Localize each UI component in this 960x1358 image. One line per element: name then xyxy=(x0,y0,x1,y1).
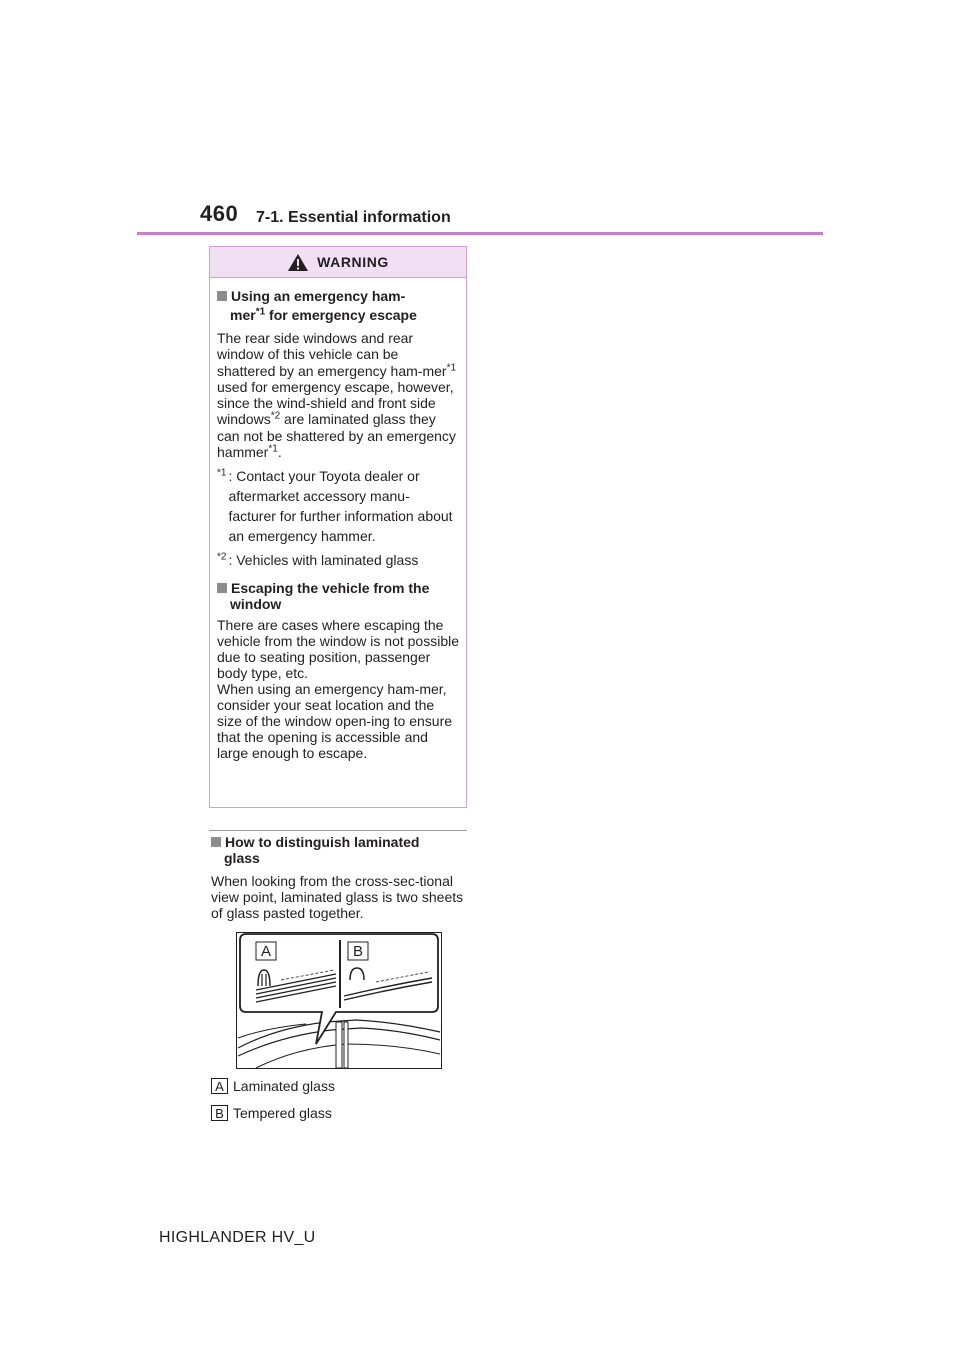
section-divider xyxy=(209,830,467,831)
legend-label-a: Laminated glass xyxy=(233,1078,335,1094)
warning-item-heading: Escaping the vehicle from the window xyxy=(217,580,460,611)
section-title: 7-1. Essential information xyxy=(256,209,451,226)
warning-item-heading: Using an emergency ham- mer$^{*1}$ for emergency escape xyxy=(217,288,460,324)
section-body: When looking from the cross-sec-tional view point, laminated glass is two sheets of glass pasted together. xyxy=(211,873,464,921)
page-footer: HIGHLANDER HV_U xyxy=(159,1229,316,1246)
footnote-1: $^{*1}$ : Contact your Toyota dealer or aftermarket accessory manu-facturer for further information about an emergency hammer. xyxy=(217,467,453,545)
footnote-2: $^{*2}$ : Vehicles with laminated glass xyxy=(217,551,419,569)
warning-paragraph: The rear side windows and rear window of this vehicle can be shattered by an emergency ham-mer$^{*1}$ used for emergency escape, however, since the wind-shield and front side windows$^{*2}$ are laminated glass they can not be shattered by an emergency hammer$^{*1}$. xyxy=(217,330,457,461)
legend-item-b xyxy=(211,1105,332,1121)
section-heading: How to distinguish laminated glass xyxy=(211,834,471,866)
warning-triangle-icon xyxy=(287,253,309,272)
page-number: 460 xyxy=(200,201,239,226)
legend-key-a: A xyxy=(211,1078,228,1094)
warning-box xyxy=(209,246,467,808)
square-bullet-icon xyxy=(217,291,227,301)
legend-label-b: Tempered glass xyxy=(233,1105,332,1121)
warning-header xyxy=(210,247,466,278)
glass-illustration xyxy=(236,932,442,1069)
warning-paragraph: There are cases where escaping the vehicle from the window is not possible due to seating position, passenger body type, etc. xyxy=(217,617,460,682)
figure-label-a: A xyxy=(260,943,272,960)
figure-label-b: B xyxy=(352,943,364,960)
header-rule xyxy=(137,232,823,235)
square-bullet-icon xyxy=(211,837,221,847)
legend-key-b: B xyxy=(211,1105,228,1121)
glass-cross-section-image xyxy=(236,932,442,1069)
square-bullet-icon xyxy=(217,583,227,593)
warning-title: WARNING xyxy=(317,254,389,270)
legend-item-a xyxy=(211,1078,335,1094)
warning-paragraph: When using an emergency ham-mer, consider your seat location and the size of the window open-ing to ensure that the opening is accessible and large enough to escape. xyxy=(217,681,453,762)
warning-body xyxy=(210,278,466,761)
